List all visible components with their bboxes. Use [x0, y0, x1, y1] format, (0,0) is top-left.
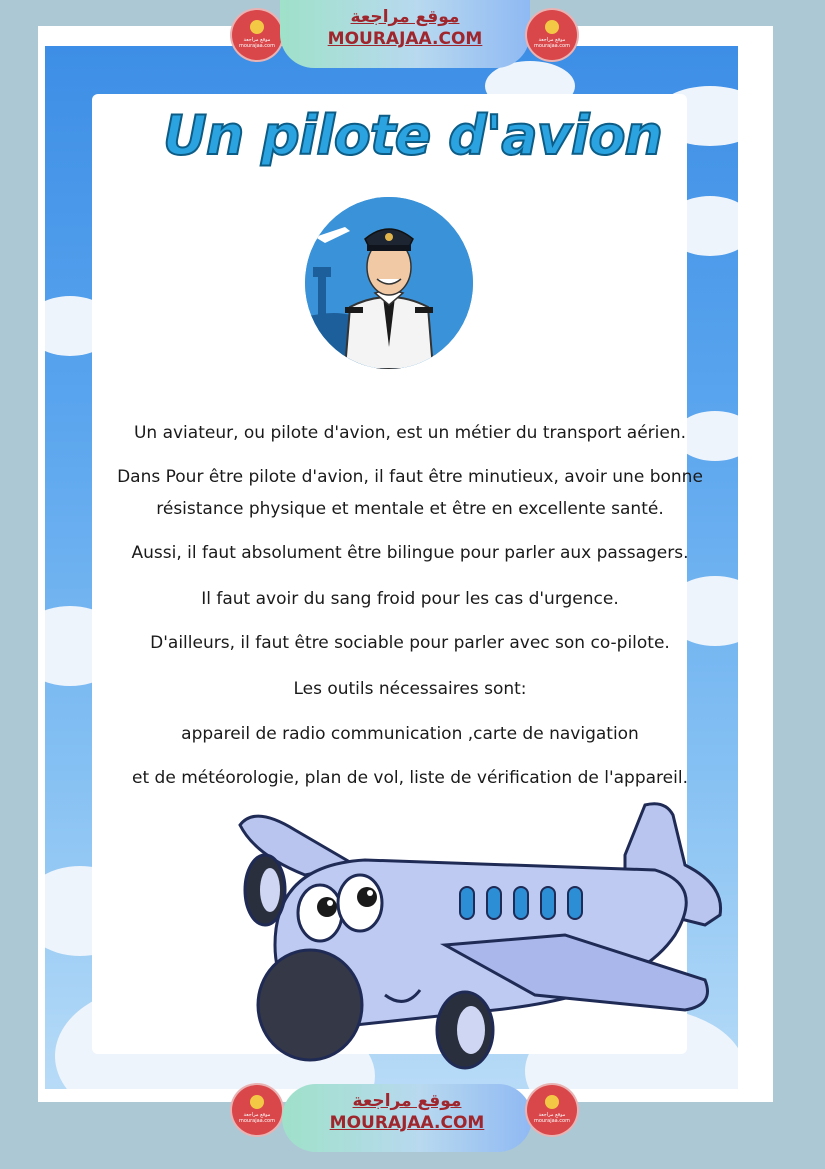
- text-line: Dans Pour être pilote d'avion, il faut être minutieux, avoir une bonne: [117, 467, 703, 487]
- logo-caption: موقع مراجعة mourajaa.com: [238, 37, 275, 49]
- logo-mark: [250, 20, 264, 34]
- footer-site-badge[interactable]: [282, 1084, 532, 1152]
- site-name-arabic: موقع مراجعة: [350, 7, 460, 27]
- text-line: appareil de radio communication ,carte de navigation: [181, 724, 639, 744]
- text-line: résistance physique et mentale et être en excellente santé.: [156, 499, 664, 519]
- pilot-illustration: [305, 197, 473, 369]
- text-line: Il faut avoir du sang froid pour les cas d'urgence.: [201, 589, 619, 609]
- poster-title: Un pilote d'avion: [163, 104, 662, 167]
- text-line: et de météorologie, plan de vol, liste de vérification de l'appareil.: [132, 768, 688, 788]
- logo-mark: [545, 20, 559, 34]
- site-url-link[interactable]: MOURAJAA.COM: [329, 1113, 485, 1133]
- site-name-arabic: موقع مراجعة: [352, 1091, 462, 1111]
- site-url-link[interactable]: MOURAJAA.COM: [327, 29, 483, 49]
- header-site-badge[interactable]: [280, 0, 530, 68]
- text-line: Un aviateur, ou pilote d'avion, est un métier du transport aérien.: [133, 423, 687, 443]
- cartoon-airplane-illustration: [235, 795, 735, 1075]
- logo-mark: [250, 1095, 264, 1109]
- text-line: Aussi, il faut absolument être bilingue pour parler aux passagers.: [131, 543, 689, 563]
- logo-caption: موقع مراجعة mourajaa.com: [238, 1112, 275, 1124]
- logo-caption: موقع مراجعة mourajaa.com: [533, 37, 570, 49]
- logo-caption: موقع مراجعة mourajaa.com: [533, 1112, 570, 1124]
- mourajaa-logo-icon: [232, 10, 282, 60]
- mourajaa-logo-icon: [527, 10, 577, 60]
- mourajaa-logo-icon: [527, 1085, 577, 1135]
- logo-mark: [545, 1095, 559, 1109]
- text-line: Les outils nécessaires sont:: [293, 679, 527, 699]
- mourajaa-logo-icon: [232, 1085, 282, 1135]
- text-line: D'ailleurs, il faut être sociable pour parler avec son co-pilote.: [150, 633, 670, 653]
